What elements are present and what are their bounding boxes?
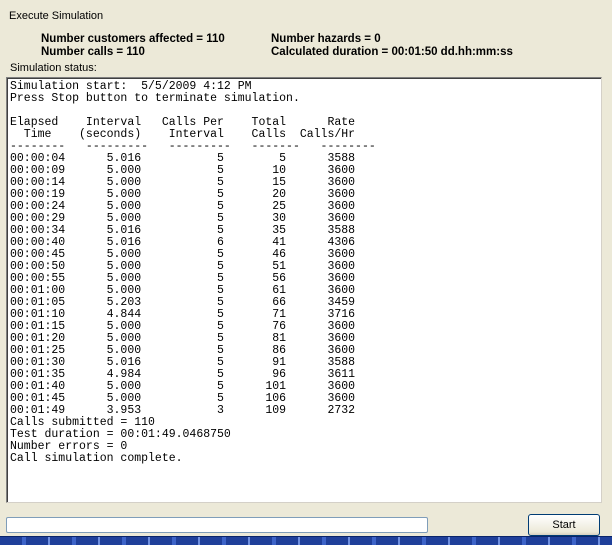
simulation-status-label: Simulation status:	[10, 62, 97, 74]
calls-count-stat: Number calls = 110	[41, 46, 145, 58]
simulation-status-output[interactable]	[6, 77, 602, 503]
hazards-count-stat: Number hazards = 0	[271, 33, 381, 45]
start-button[interactable]: Start	[528, 514, 600, 536]
window-title: Execute Simulation	[9, 10, 104, 22]
simulation-progress-bar	[6, 517, 428, 533]
customers-affected-stat: Number customers affected = 110	[41, 33, 225, 45]
simulation-log-text: Simulation start: 5/5/2009 4:12 PM Press Stop button to terminate simulation. Elapsed Interval Calls Per Total Rate Time (seconds) Interval Calls Calls/Hr -------- --------- --------- ------- -------- 00:00:04 5.016 5 5 3588 00:00:09 5.000 5 10 3600 00:00:14 5.000 5 15 3600 00:00:19 5.000 5 20 3600 00:00:24 5.000 5 25 3600 00:00:29 5.000 5 30 3600 00:00:34 5.016 5 35 3588 00:00:40 5.016 6 41 4306 00:00:45 5.000 5 46 3600 00:00:50 5.000 5 51 3600 00:00:55 5.000 5 56 3600 00:01:00 5.000 5 61 3600 00:01:05 5.203 5 66 3459 00:01:10 4.844 5 71 3716 00:01:15 5.000 5 76 3600 00:01:20 5.000 5 81 3600 00:01:25 5.000 5 86 3600 00:01:30 5.016 5 91 3588 00:01:35 4.984 5 96 3611 00:01:40 5.000 5 101 3600 00:01:45 5.000 5 106 3600 00:01:49 3.953 3 109 2732 Calls submitted = 110 Test duration = 00:01:49.0468750 Number errors = 0 Call simulation complete.	[10, 80, 376, 465]
calculated-duration-stat: Calculated duration = 00:01:50 dd.hh:mm:ss	[271, 46, 513, 58]
